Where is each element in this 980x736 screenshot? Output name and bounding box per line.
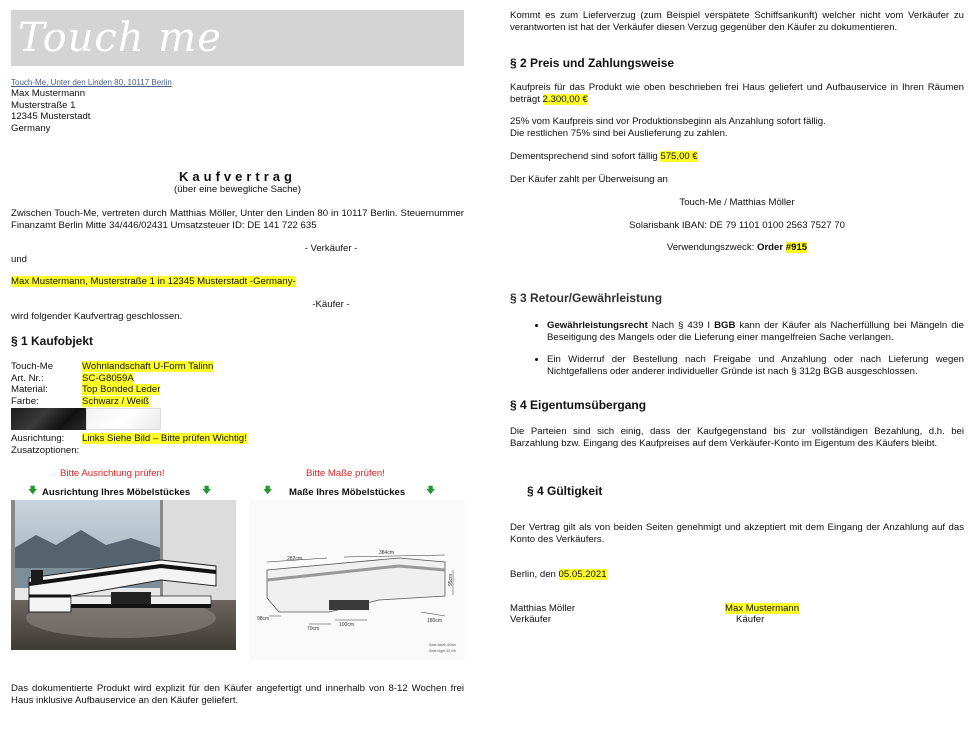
dim-label: 98cm bbox=[257, 616, 270, 622]
row-value: Top Bonded Leder bbox=[82, 384, 161, 395]
row-label: Material: bbox=[11, 384, 48, 395]
section5-heading: § 4 Gültigkeit bbox=[527, 484, 603, 498]
validity-text: Der Vertrag gilt als von beiden Seiten genehmigt und akzeptiert mit dem Eingang der Anzahlung auf das Konto des Verkäufers. bbox=[510, 522, 964, 545]
arrow-down-icon: 🡇 bbox=[202, 485, 212, 495]
warranty-list bbox=[527, 320, 964, 388]
row-value: Schwarz / Weiß bbox=[82, 395, 149, 407]
buyer-role: Käufer bbox=[736, 614, 765, 625]
check-orientation-note: Bitte Ausrichtung prüfen! bbox=[60, 468, 165, 479]
extras-label: Zusatzoptionen: bbox=[11, 444, 80, 456]
reference-label: Verwendungszweck: bbox=[666, 242, 755, 253]
buyer-line: Max Mustermann, Musterstraße 1 in 12345 Musterstadt -Germany- bbox=[11, 276, 296, 287]
table-row bbox=[11, 396, 213, 408]
dim-label: 95cm bbox=[448, 573, 454, 586]
payee: Touch-Me / Matthias Möller bbox=[679, 197, 795, 208]
row-label: Farbe: bbox=[11, 395, 39, 407]
delivery-note: Das dokumentierte Produkt wird explizit für den Käufer angefertigt und innerhalb von 8-12 Wochen frei Haus inklusive Aufbauservice an den Käufer geliefert. bbox=[11, 683, 464, 706]
transfer-text: Der Käufer zahlt per Überweisung an bbox=[510, 174, 668, 185]
orientation-table bbox=[11, 433, 247, 456]
section2-heading: § 2 Preis und Zahlungsweise bbox=[510, 56, 675, 70]
row-value: Wohnlandschaft U-Form Talinn bbox=[82, 361, 214, 372]
table-row bbox=[11, 361, 213, 373]
signature-date-line bbox=[510, 569, 607, 581]
document-subtitle: (über eine bewegliche Sache) bbox=[174, 184, 301, 195]
row-label: Art. Nr.: bbox=[11, 372, 44, 384]
price-text: Kaufpreis für das Produkt wie oben beschrieben frei Haus geliefert und Aufbauservice in Ihren Räumen beträgt bbox=[510, 82, 964, 105]
color-swatch-black bbox=[11, 408, 86, 430]
price-paragraph bbox=[510, 82, 964, 105]
section1-heading: § 1 Kaufobjekt bbox=[11, 334, 94, 348]
warranty-text-b: kann der Käufer als Nacherfüllung bei Mängeln die Beseitigung des Mangels oder die Lieferung einer mangelfreien Sache verlangen. bbox=[547, 320, 964, 343]
check-size-note: Bitte Maße prüfen! bbox=[306, 468, 385, 479]
contract-date: 05.05.2021 bbox=[558, 569, 607, 580]
seller-name: Matthias Möller bbox=[510, 603, 576, 614]
dim-label: 100cm bbox=[339, 622, 355, 628]
due-line bbox=[510, 151, 698, 163]
warranty-text-a: Nach § 439 I bbox=[651, 320, 711, 331]
list-item bbox=[547, 320, 964, 343]
dim-label: 282cm bbox=[287, 556, 303, 562]
arrow-down-icon: 🡇 bbox=[28, 485, 38, 495]
buyer-label: -Käufer - bbox=[312, 299, 350, 310]
closing-text: wird folgender Kaufvertrag geschlossen. bbox=[11, 311, 183, 322]
buyer-name: Max Mustermann bbox=[725, 603, 800, 614]
size-caption: Maße Ihres Möbelstückes bbox=[289, 487, 406, 498]
reference-order: Order bbox=[756, 242, 784, 253]
orientation-value: Links Siehe Bild – Bitte prüfen Wichtig! bbox=[82, 433, 247, 444]
recipient-name: Max Mustermann bbox=[11, 88, 86, 99]
product-table bbox=[11, 361, 213, 407]
table-row bbox=[11, 384, 213, 396]
seat-depth-note: Seat depth 60cm bbox=[429, 643, 457, 647]
reference-number: #915 bbox=[785, 242, 808, 253]
dim-label: 384cm bbox=[379, 550, 395, 556]
recipient-country: Germany bbox=[11, 122, 51, 134]
dim-label: 70cm bbox=[307, 626, 320, 632]
recipient-city: 12345 Musterstadt bbox=[11, 111, 91, 122]
arrow-down-icon: 🡇 bbox=[426, 485, 436, 495]
seller-role: Verkäufer bbox=[510, 614, 552, 625]
place: Berlin, den bbox=[510, 569, 556, 580]
row-label: Touch-Me bbox=[11, 361, 54, 372]
withdrawal-text: Ein Widerruf der Bestellung nach Freigabe und Anzahlung oder nach Lieferung wegen Nichtgefallens oder anderer individueller Gründe ist nach § 312g BGB ausgeschlossen. bbox=[547, 354, 964, 377]
sofa-dimension-drawing bbox=[249, 500, 465, 660]
warranty-bold: Gewährleistungsrecht bbox=[547, 320, 648, 331]
orientation-caption: Ausrichtung Ihres Möbelstückes bbox=[42, 487, 191, 498]
color-swatch-white bbox=[86, 408, 161, 430]
seat-height-note: Seat hight 42 cm bbox=[429, 649, 456, 653]
bank-details: Solarisbank IBAN: DE 79 1101 0100 2563 7527 70 bbox=[629, 220, 845, 231]
list-item bbox=[547, 354, 964, 377]
document-title: Kaufvertrag bbox=[179, 169, 296, 184]
sender-line: Touch-Me, Unter den Linden 80, 10117 Berlin bbox=[11, 78, 172, 87]
section3-heading: § 3 Retour/Gewährleistung bbox=[510, 291, 663, 305]
deposit-line-2: Die restlichen 75% sind bei Auslieferung zu zahlen. bbox=[510, 128, 728, 139]
price-amount: 2.300,00 € bbox=[542, 93, 588, 105]
recipient-address bbox=[11, 88, 90, 134]
arrow-down-icon: 🡇 bbox=[263, 485, 273, 495]
warranty-bgb: BGB bbox=[714, 320, 736, 331]
due-amount: 575,00 € bbox=[660, 151, 698, 162]
deposit-line-1: 25% vom Kaufpreis sind vor Produktionsbeginn als Anzahlung sofort fällig. bbox=[510, 116, 826, 127]
ownership-text: Die Parteien sind sich einig, dass der Kaufgegenstand bis zur vollständigen Bezahlung, d.h. bei Barzahlung bzw. Eingang des Kaufpreises auf dem Verkäufer-Konto im Eigentum des Käufers bleibt. bbox=[510, 426, 964, 449]
parties-intro: Zwischen Touch-Me, vertreten durch Matthias Möller, Unter den Linden 80 in 10117 Berlin. Steuernummer Finanzamt Berlin Mitte 34/446/02431 Umsatzsteuer ID: DE 141 722 635 bbox=[11, 208, 464, 231]
und-text: und bbox=[11, 254, 28, 265]
seller-label: - Verkäufer - bbox=[304, 243, 358, 254]
recipient-street: Musterstraße 1 bbox=[11, 99, 76, 111]
sofa-photo bbox=[11, 500, 236, 650]
brand-logo: Touch me bbox=[18, 15, 222, 61]
section4-heading: § 4 Eigentumsübergang bbox=[510, 398, 647, 412]
row-value: SC-G8059A bbox=[82, 372, 134, 384]
delivery-delay-text: Kommt es zum Lieferverzug (zum Beispiel verspätete Schiffsankunft) welcher nicht vom Verkäufer zu verantworten ist hat der Verkäufer diesen Verzug gegenüber den Käufer zu dokumentieren. bbox=[510, 10, 964, 33]
dim-label: 180cm bbox=[427, 618, 443, 624]
payment-reference bbox=[510, 242, 964, 254]
orientation-label: Ausrichtung: bbox=[11, 433, 65, 444]
table-row bbox=[11, 373, 213, 385]
due-text: Dementsprechend sind sofort fällig bbox=[510, 151, 658, 162]
